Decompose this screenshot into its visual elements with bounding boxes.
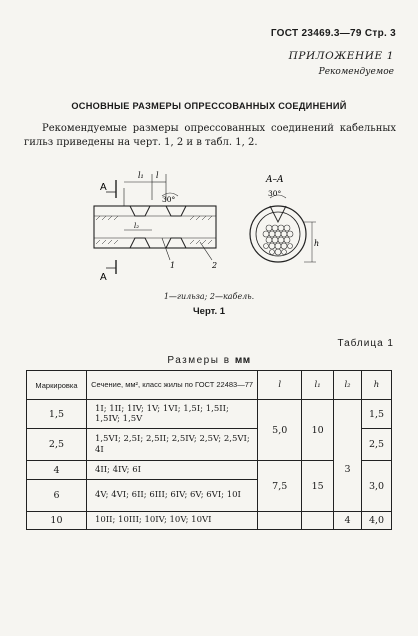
section-aa-title: A–A — [266, 175, 284, 185]
cell-h: 2,5 — [362, 429, 392, 461]
cell-l-merged-a: 5,0 — [258, 400, 302, 461]
label-l2: l₂ — [134, 222, 140, 230]
cell-section: 10II; 10III; 10IV; 10V; 10VI — [86, 512, 257, 530]
header-marking: Маркировка — [27, 371, 87, 400]
recommended-label: Рекомендуемое — [318, 67, 394, 77]
cross-section-drawing — [230, 168, 320, 278]
cell-l-merged-b: 7,5 — [258, 461, 302, 512]
section-h: h — [314, 239, 320, 248]
cell-h: 1,5 — [362, 400, 392, 429]
callout-1: 1 — [170, 261, 176, 270]
table-row — [27, 512, 392, 530]
cell-section: 1,5VI; 2,5I; 2,5II; 2,5IV; 2,5V; 2,5VI; 4I — [86, 429, 257, 461]
cell-l2-merged: 3 — [334, 429, 362, 512]
intro-paragraph: Рекомендуемые размеры опрессованных соединений кабельных гильз приведены на черт. 1, 2 и в табл. 1, 2. — [24, 123, 396, 148]
label-l: l — [156, 171, 159, 180]
header-l1: l₁ — [302, 371, 334, 400]
callout-2: 2 — [212, 261, 218, 270]
figure-legend: 1—гильза; 2—кабель. — [163, 292, 255, 301]
label-l1: l₁ — [138, 171, 144, 180]
section-title: ОСНОВНЫЕ РАЗМЕРЫ ОПРЕССОВАННЫХ СОЕДИНЕНИЙ — [71, 101, 347, 111]
cell-section: 4II; 4IV; 6I — [86, 461, 257, 480]
figure-caption: Черт. 1 — [192, 306, 226, 317]
table-title-prefix: Размеры в — [167, 355, 231, 366]
table-title-unit: мм — [234, 355, 251, 366]
cell-h: 4,0 — [362, 512, 392, 530]
cell-l1-merged-a: 10 — [302, 400, 334, 461]
table-header-row — [27, 371, 392, 400]
dimensions-table — [26, 370, 392, 530]
table-row — [27, 429, 392, 461]
cell-marking: 10 — [27, 512, 87, 530]
cell-section: 1I; 1II; 1IV; 1V; 1VI; 1,5I; 1,5II; 1,5IV; 1,5V — [86, 400, 257, 429]
crimp-drawing — [90, 160, 230, 288]
header-l: l — [258, 371, 302, 400]
cell-section: 4V; 4VI; 6II; 6III; 6IV; 6V; 6VI; 10I — [86, 480, 257, 512]
header-section: Сечение, мм², класс жилы по ГОСТ 22483—77 — [86, 371, 257, 400]
cell-marking: 2,5 — [27, 429, 87, 461]
table-title — [0, 355, 418, 366]
cell-marking: 6 — [27, 480, 87, 512]
header-l2: l₂ — [334, 371, 362, 400]
cell-marking: 1,5 — [27, 400, 87, 429]
label-a-top: A — [100, 182, 107, 193]
cell-l2: 4 — [334, 512, 362, 530]
cell-l1-merged-b: 15 — [302, 461, 334, 512]
label-a-bottom: A — [100, 272, 107, 283]
header-h: h — [362, 371, 392, 400]
label-angle: 30° — [162, 195, 176, 204]
gost-header: ГОСТ 23469.3—79 Стр. 3 — [270, 28, 396, 39]
table-row — [27, 400, 392, 429]
table-label: Таблица 1 — [337, 338, 394, 349]
appendix-label: ПРИЛОЖЕНИЕ 1 — [288, 50, 394, 62]
cell-h: 3,0 — [362, 461, 392, 512]
section-angle: 30° — [268, 189, 282, 198]
cell-marking: 4 — [27, 461, 87, 480]
